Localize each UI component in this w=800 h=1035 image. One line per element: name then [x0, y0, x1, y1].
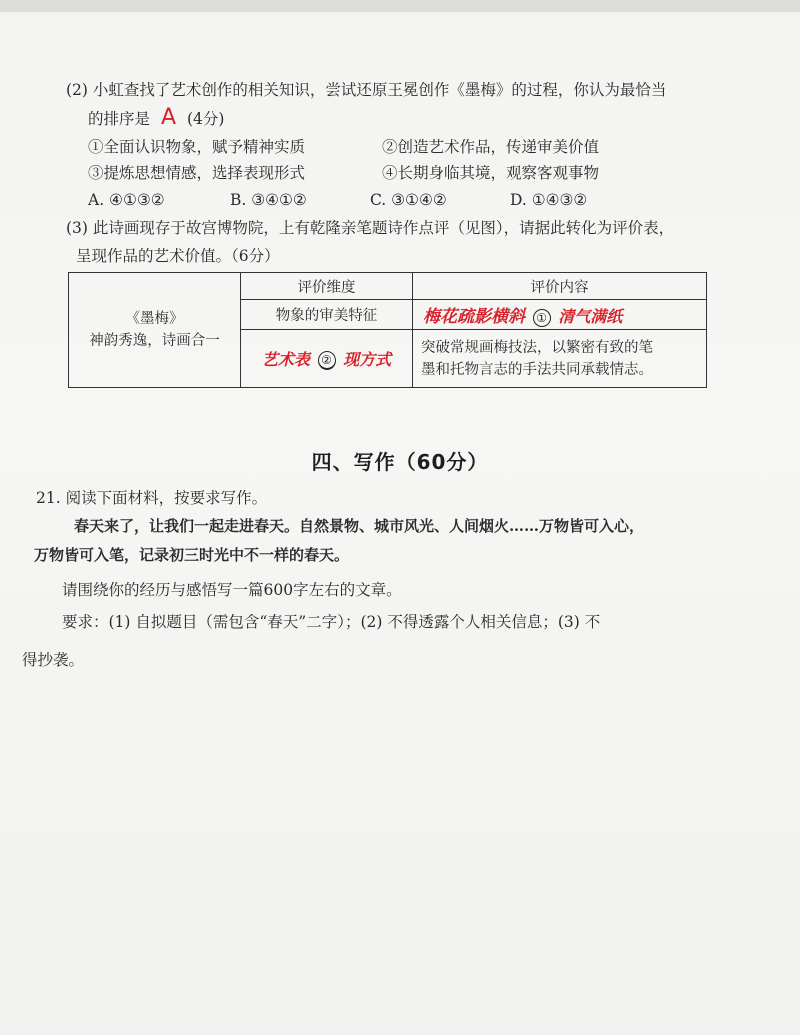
table-header-content: 评价内容 [413, 273, 707, 300]
row2-content-line2: 墨和托物言志的手法共同承载情志。 [421, 361, 653, 378]
writing-instruction: 请围绕你的经历与感悟写一篇600字左右的文章。 [62, 581, 402, 599]
row2-circled-mark: ② [318, 351, 336, 370]
row1-handwritten-a: 梅花疏影横斜 [423, 307, 525, 327]
q2-score: (4分) [186, 110, 225, 128]
row1-circled-mark: ① [533, 309, 551, 327]
q2-item-1: ①全面认识物象，赋予精神实质 [88, 138, 306, 156]
q2-option-d: D. ①④③② [510, 191, 588, 209]
table-row2-dimension [241, 330, 413, 388]
q2-option-b: B. ③④①② [230, 191, 307, 209]
row2-content-line1: 突破常规画梅技法，以繁密有致的笔 [421, 339, 653, 356]
page-top-edge [0, 0, 800, 12]
q2-stem-prefix: 的排序是 [88, 110, 151, 128]
q2-option-a: A. ④①③② [88, 191, 165, 209]
table-header-dimension: 评价维度 [241, 273, 413, 300]
table-left-cell [69, 273, 241, 388]
table-left-title: 《墨梅》 [125, 311, 184, 327]
q2-option-c: C. ③①④② [370, 191, 447, 209]
table-row2-content [413, 330, 707, 388]
q2-handwritten-answer: A [160, 105, 177, 130]
q2-stem-line1: (2) 小虹查找了艺术创作的相关知识，尝试还原王冕创作《墨梅》的过程，你认为最恰当 [66, 81, 667, 99]
q3-stem-line2: 呈现作品的艺术价值。（6分） [76, 247, 280, 265]
q2-item-3: ③提炼思想情感，选择表现形式 [88, 164, 306, 182]
evaluation-table [68, 272, 707, 388]
q2-stem-line2 [88, 105, 225, 130]
row1-handwritten-b: 清气满纸 [558, 307, 623, 326]
table-row1-dimension: 物象的审美特征 [241, 300, 413, 330]
material-line2: 万物皆可入笔，记录初三时光中不一样的春天。 [34, 546, 350, 564]
requirements-line2: 得抄袭。 [22, 651, 85, 669]
row2-handwritten-a: 艺术表 [261, 349, 310, 369]
q21-stem: 21. 阅读下面材料，按要求写作。 [36, 489, 268, 507]
table-row1-content [413, 300, 707, 330]
requirements-line1: 要求：(1) 自拟题目（需包含“春天”二字）；(2) 不得透露个人相关信息；(3) 不 [62, 613, 601, 631]
q2-item-4: ④长期身临其境，观察客观事物 [382, 164, 600, 182]
q2-item-2: ②创造艺术作品，传递审美价值 [382, 138, 600, 156]
q2-options [88, 190, 587, 210]
material-line1: 春天来了，让我们一起走进春天。自然景物、城市风光、人间烟火……万物皆可入心， [74, 517, 645, 535]
q3-stem-line1: (3) 此诗画现存于故宫博物院，上有乾隆亲笔题诗作点评（见图），请据此转化为评价表， [66, 219, 675, 237]
table-left-subtitle: 神韵秀逸，诗画合一 [89, 333, 220, 349]
row2-handwritten-b: 现方式 [343, 349, 392, 369]
section-title: 四、写作（60分） [311, 450, 489, 474]
